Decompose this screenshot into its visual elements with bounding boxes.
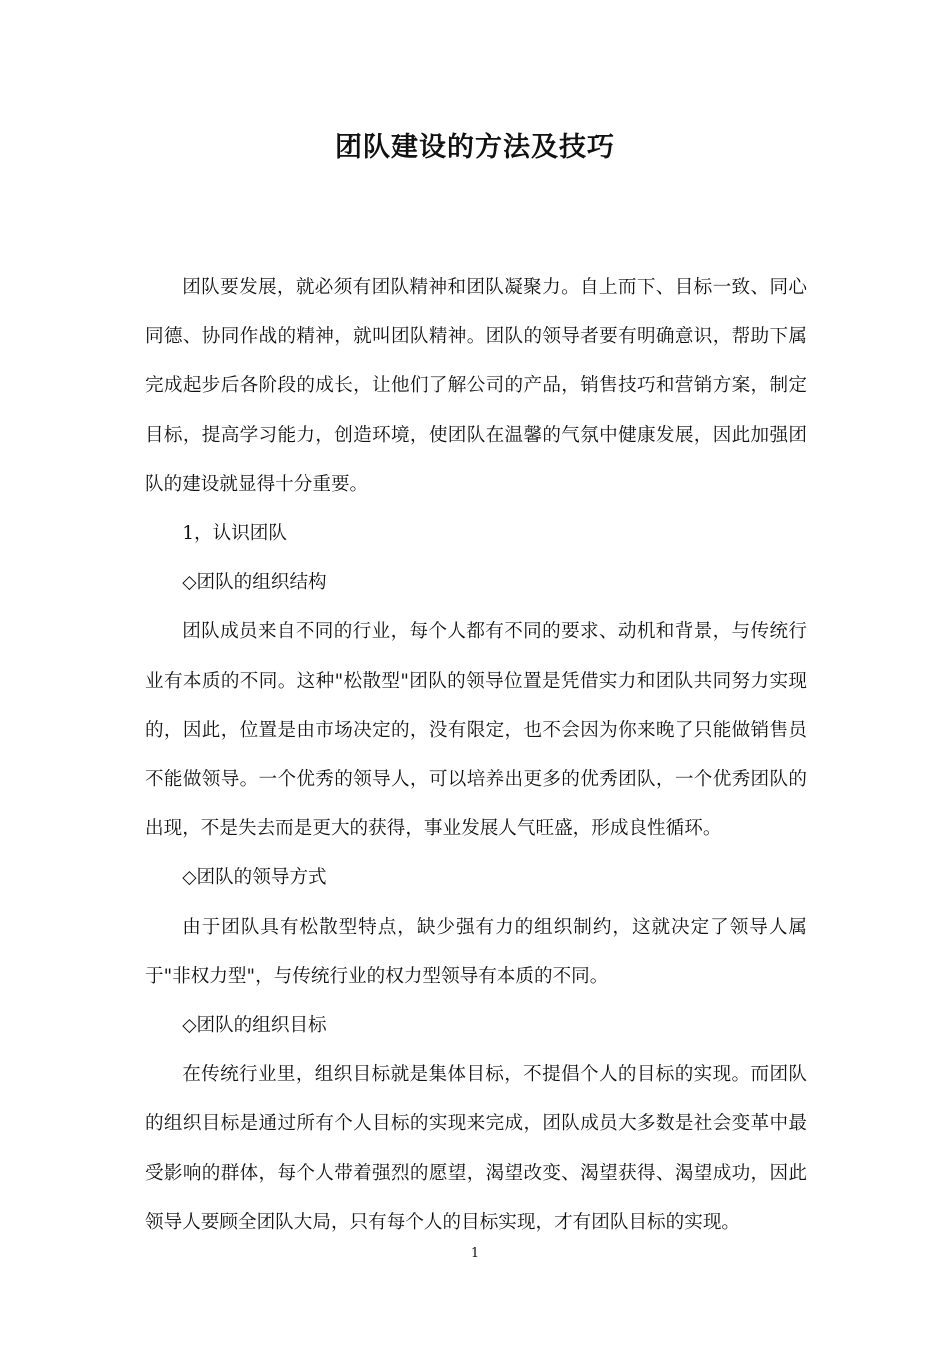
subheading-leadership-style: ◇团队的领导方式	[182, 867, 327, 889]
section-heading-understand-team: 1，认识团队	[182, 523, 287, 545]
page-number: 1	[470, 1246, 480, 1261]
paragraph-intro: 团队要发展，就必须有团队精神和团队凝聚力。自上而下、目标一致、同心同德、协同作战的精神，就叫团队精神。团队的领导者要有明确意识，帮助下属完成起步后各阶段的成长，让他们了解公司的产品，销售技巧和营销方案，制定目标，提高学习能力，创造环境，使团队在温馨的气氛中健康发展，因此加强团队的建设就显得十分重要。	[145, 277, 807, 495]
paragraph-leadership-style: 由于团队具有松散型特点，缺少强有力的组织制约，这就决定了领导人属于"非权力型"，与传统行业的权力型领导有本质的不同。	[145, 916, 807, 987]
document-title: 团队建设的方法及技巧	[335, 132, 615, 163]
subheading-org-goals: ◇团队的组织目标	[182, 1015, 327, 1037]
subheading-org-structure: ◇团队的组织结构	[182, 572, 327, 594]
paragraph-org-structure: 团队成员来自不同的行业，每个人都有不同的要求、动机和背景，与传统行业有本质的不同。这种"松散型"团队的领导位置是凭借实力和团队共同努力实现的，因此，位置是由市场决定的，没有限定，也不会因为你来晚了只能做销售员不能做领导。一个优秀的领导人，可以培养出更多的优秀团队，一个优秀团队的出现，不是失去而是更大的获得，事业发展人气旺盛，形成良性循环。	[145, 621, 807, 840]
document-body	[145, 263, 807, 1247]
paragraph-org-goals: 在传统行业里，组织目标就是集体目标，不提倡个人的目标的实现。而团队的组织目标是通过所有个人目标的实现来完成，团队成员大多数是社会变革中最受影响的群体，每个人带着强烈的愿望，渴望改变、渴望获得、渴望成功，因此领导人要顾全团队大局，只有每个人的目标实现，才有团队目标的实现。	[145, 1064, 807, 1233]
